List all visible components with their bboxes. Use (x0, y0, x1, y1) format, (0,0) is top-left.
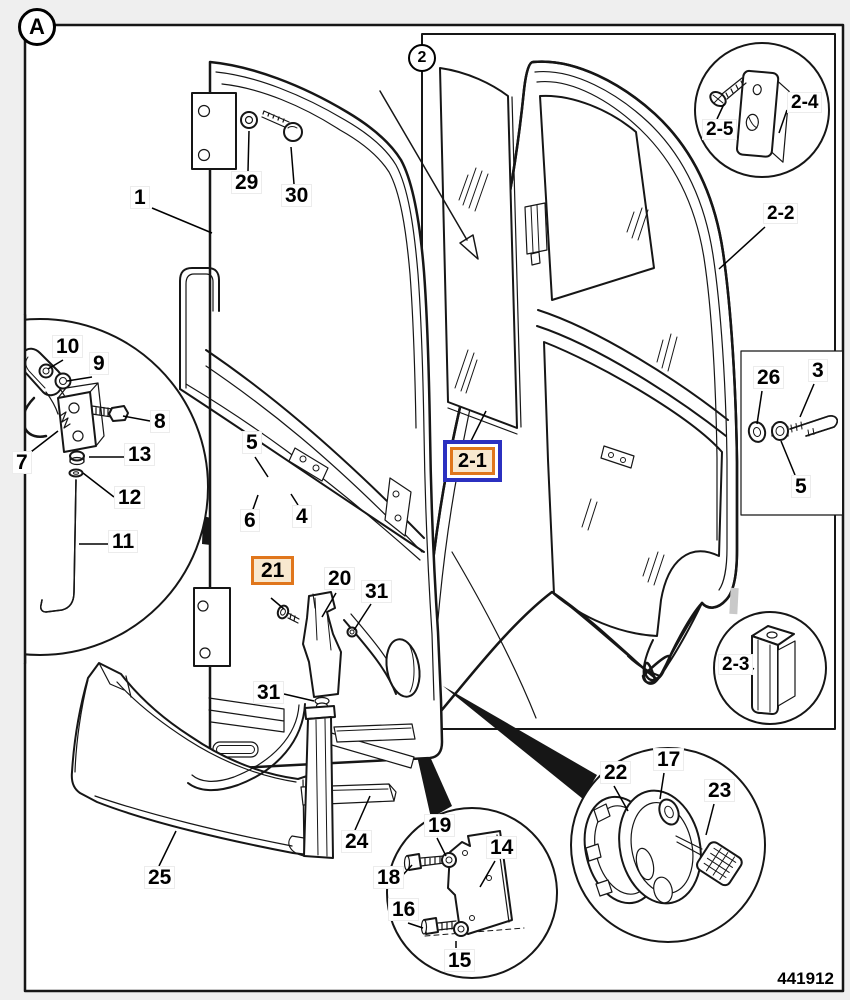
part-label-5-mid[interactable]: 5 (242, 431, 262, 454)
part-label-14[interactable]: 14 (486, 836, 517, 859)
part-label-13[interactable]: 13 (124, 443, 155, 466)
part-label-23[interactable]: 23 (704, 779, 735, 802)
part-label-9[interactable]: 9 (89, 352, 109, 375)
part-label-15[interactable]: 15 (444, 949, 475, 972)
part-label-2-2[interactable]: 2-2 (763, 203, 798, 224)
part-label-25[interactable]: 25 (144, 866, 175, 889)
part-label-7[interactable]: 7 (12, 451, 32, 474)
part-label-29[interactable]: 29 (231, 171, 262, 194)
part-label-group-2: 2 (408, 44, 436, 72)
part-label-10[interactable]: 10 (52, 335, 83, 358)
part-label-26[interactable]: 26 (753, 366, 784, 389)
part-label-6[interactable]: 6 (240, 509, 260, 532)
part-label-3[interactable]: 3 (808, 359, 828, 382)
part-label-20[interactable]: 20 (324, 567, 355, 590)
part-label-5-right[interactable]: 5 (791, 475, 811, 498)
part-label-17[interactable]: 17 (653, 748, 684, 771)
part-label-view-a: A (18, 8, 56, 46)
part-label-31-lower[interactable]: 31 (253, 681, 284, 704)
part-label-22[interactable]: 22 (600, 761, 631, 784)
part-label-2-5[interactable]: 2-5 (702, 119, 737, 140)
part-label-30[interactable]: 30 (281, 184, 312, 207)
part-label-19[interactable]: 19 (424, 814, 455, 837)
drawing-number: 441912 (777, 969, 834, 988)
part-label-12[interactable]: 12 (114, 486, 145, 509)
part-label-2-1[interactable]: 2-1 (450, 447, 495, 475)
part-label-31-upper[interactable]: 31 (361, 580, 392, 603)
part-label-11[interactable]: 11 (108, 530, 138, 553)
part-label-8[interactable]: 8 (150, 410, 170, 433)
part-label-24[interactable]: 24 (341, 830, 372, 853)
part-label-16[interactable]: 16 (388, 898, 419, 921)
part-label-2-3[interactable]: 2-3 (718, 654, 753, 675)
part-label-4[interactable]: 4 (292, 505, 312, 528)
part-label-2-4[interactable]: 2-4 (787, 92, 822, 113)
part-label-21[interactable]: 21 (251, 556, 294, 585)
part-label-1[interactable]: 1 (130, 186, 150, 209)
part-label-18[interactable]: 18 (373, 866, 404, 889)
